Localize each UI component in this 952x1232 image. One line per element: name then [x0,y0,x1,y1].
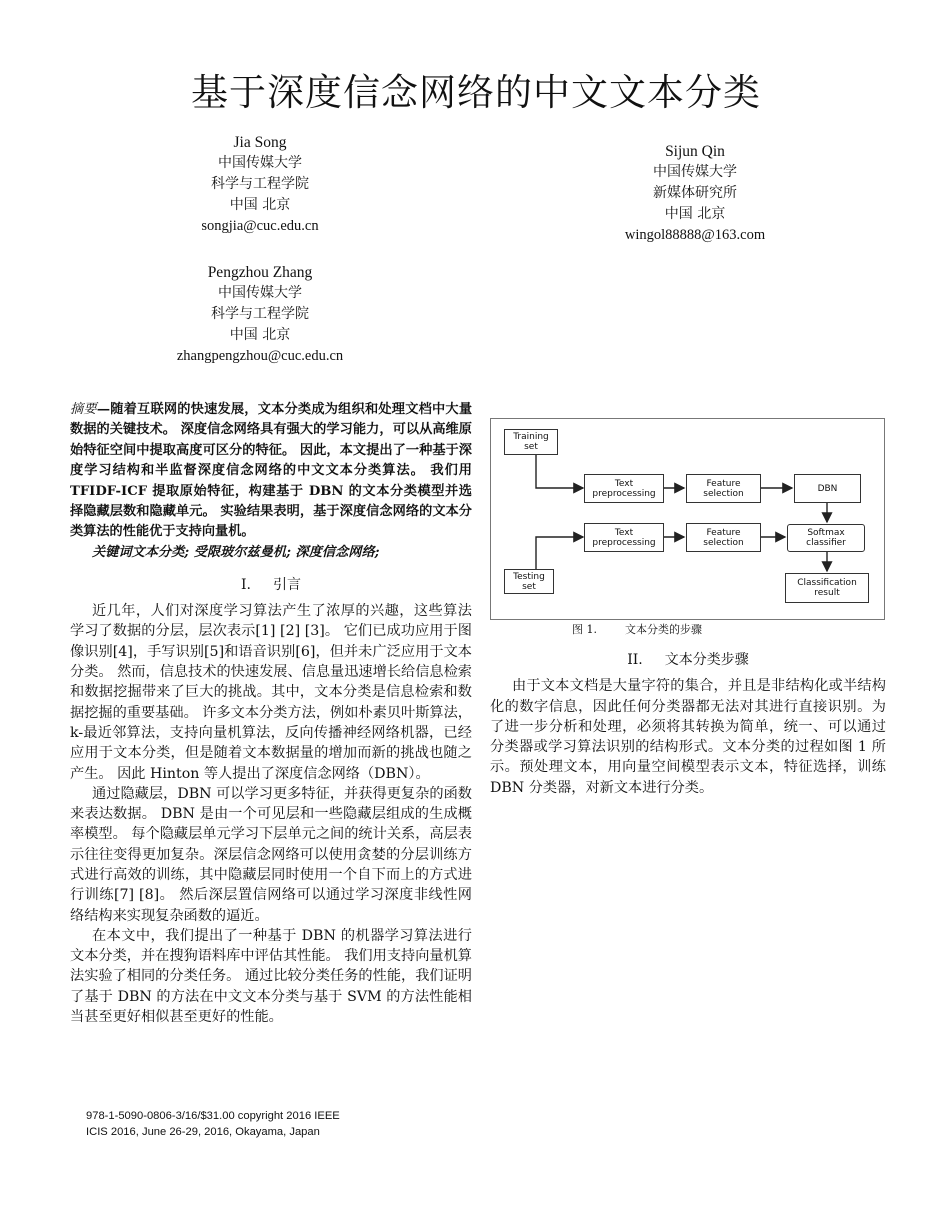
author-org: 中国传媒大学 [653,164,737,180]
paragraph: 通过隐藏层，DBN 可以学习更多特征，并获得更复杂的函数来表达数据。 DBN 是由一个可见层和一些隐藏层组成的生成概率模型。 每个隐藏层单元学习下层单元之间的统计关系，高层表示往往变得更加复杂。深层信念网络可以使用贪婪的分层训练方式进行高效的训练，其中隐藏层同时使用一个自下而上的方式进行训练[7] [8]。 然后深层置信网络可以通过学习深度非线性网络结构来实现复杂函数的逼近。 [70,785,472,924]
abstract-text: —随着互联网的快速发展，文本分类成为组织和处理文档中大量数据的关键技术。 深度信念网络具有强大的学习能力，可以从高维原始特征空间中提取高度可区分的特征。 因此，本文提出了一种基于深度学习结构和半监督深度信念网络的中文文本分类算法。 我们用 TFIDF-ICF 提取原始特征，构建基于 DBN 的文本分类模型并选择隐藏层数和隐藏单元。 实验结果表明，基于深度信念网络的文本分类算法的性能优于支持向量机。 [70,402,473,540]
author-org: 中国传媒大学 [218,155,302,171]
arrow [536,454,583,488]
paragraph: 由于文本文档是大量字符的集合，并且是非结构化或半结构化的数字信息，因此任何分类器都无法对其进行直接识别。为了进一步分析和处理，必须将其转换为简单，统一、可以通过分类器或学习算法识别的结构形式。文本分类的过程如图 1 所示。预处理文本，用向量空间模型表示文本，特征选择，训练 DBN 分类器，对新文本进行分类。 [490,678,886,796]
left-column [70,400,472,1027]
box-feature-selection-1: Feature selection [686,474,761,503]
box-text-preprocessing-1: Text preprocessing [584,474,664,503]
box-classification-result: Classification result [785,573,869,603]
author-name: Sijun Qin [665,143,725,160]
footer-copyright: 978-1-5090-0806-3/16/$31.00 copyright 2016 IEEE [86,1110,340,1122]
author-dept: 新媒体研究所 [653,185,737,201]
paragraph: 在本文中，我们提出了一种基于 DBN 的机器学习算法进行文本分类，并在搜狗语料库中评估其性能。 我们用支持向量机算法实验了相同的分类任务。 通过比较分类任务的性能，我们证明了基于 DBN 的方法在中文文本分类与基于 SVM 的方法性能相当甚至更好相似甚至更好的性能。 [70,927,472,1026]
box-testing-set: Testing set [504,569,554,594]
section-number: II. [627,652,643,668]
paragraph: 近几年，人们对深度学习算法产生了浓厚的兴趣，这些算法学习了数据的分层，层次表示[1] [2] [3]。 它们已成功应用于图像识别[4]，手写识别[5]和语音识别[6]，但并未广泛应用于文本分类。 然而，信息技术的快速发展、信息量迅速增长给信息检索和数据挖掘带来了巨大的挑战。其中，文本分类是信息检索和数据挖掘的重要基础。 许多文本分类方法，例如朴素贝叶斯算法，k-最近邻算法，支持向量机算法，反向传播神经网络机器，已经应用于文本分类，但是随着文本数据量的增加而新的挑战也随之产生。 因此 Hinton 等人提出了深度信念网络（DBN）。 [70,603,472,782]
author-dept: 科学与工程学院 [211,176,309,192]
abstract-lead: 摘要 [70,402,97,417]
box-training-set: Training set [504,429,558,455]
box-dbn: DBN [794,474,861,503]
section-number: I. [241,576,251,593]
abstract [70,400,472,543]
author-email: wingol88888@163.com [624,227,766,243]
flowchart-figure [490,418,885,620]
author-city: 中国 北京 [664,206,726,222]
author-dept: 科学与工程学院 [211,306,309,322]
caption-number: 图 1. [572,623,597,636]
box-feature-selection-2: Feature selection [686,523,761,552]
box-softmax-classifier: Softmax classifier [787,524,865,552]
figure-caption [572,621,702,637]
section-heading-2 [490,650,886,670]
section-title: 引言 [272,576,301,593]
right-column [490,650,886,798]
section-title: 文本分类步骤 [664,652,749,668]
author-name: Jia Song [233,134,287,151]
author-block-3 [150,262,370,367]
author-city: 中国 北京 [229,197,291,213]
author-block-1 [160,132,360,237]
keywords: 关键词文本分类; 受限玻尔兹曼机; 深度信念网络; [92,544,380,560]
paper-title: 基于深度信念网络的中文文本分类 [191,71,761,114]
box-text-preprocessing-2: Text preprocessing [584,523,664,552]
footer-conference: ICIS 2016, June 26-29, 2016, Okayama, Japan [86,1126,320,1138]
footer [86,1108,340,1140]
caption-text: 文本分类的步骤 [625,623,702,636]
author-block-2 [595,141,795,246]
author-email: zhangpengzhou@cuc.edu.cn [176,348,344,364]
author-email: songjia@cuc.edu.cn [201,218,319,234]
author-org: 中国传媒大学 [218,285,302,301]
section-heading-1 [70,575,472,595]
author-name: Pengzhou Zhang [207,264,313,281]
author-city: 中国 北京 [229,327,291,343]
